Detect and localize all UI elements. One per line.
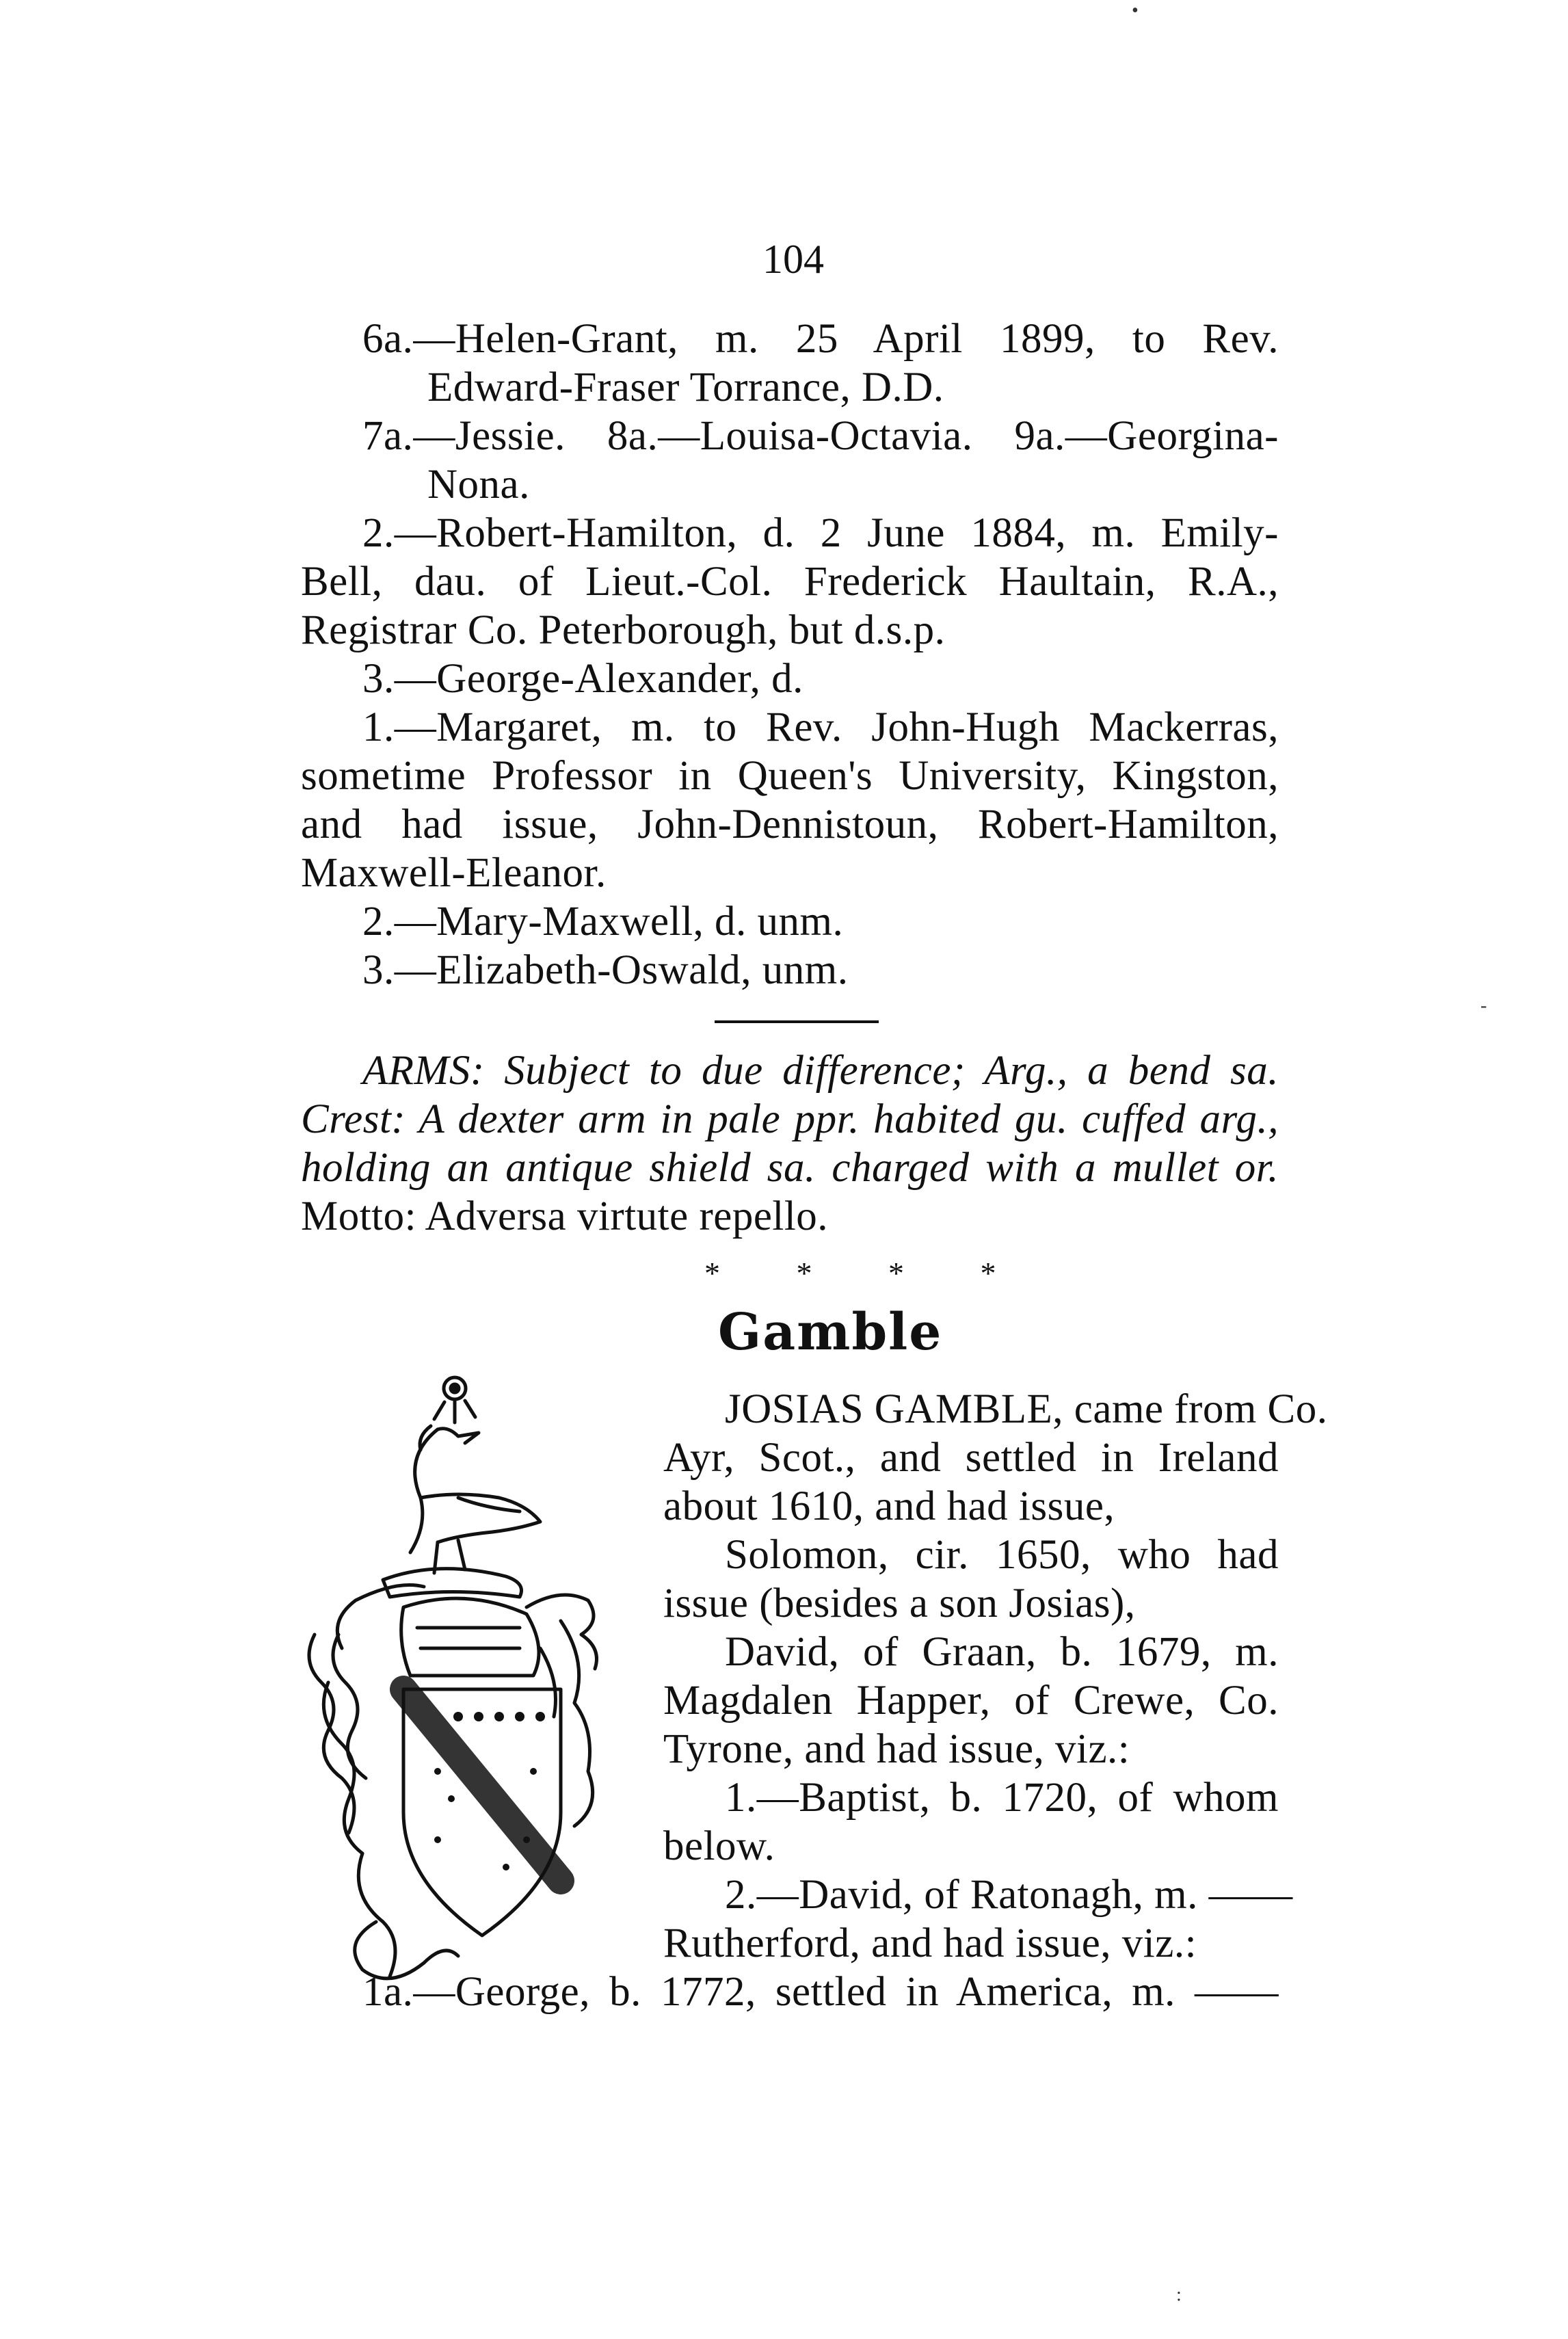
page-number: 104 bbox=[762, 237, 824, 282]
genealogy-line: Registrar Co. Peterborough, but d.s.p. bbox=[301, 607, 946, 653]
genealogy-line: Edward-Fraser Torrance, D.D. bbox=[427, 365, 944, 410]
genealogy-line: Maxwell-Eleanor. bbox=[301, 850, 607, 896]
gamble-line: Rutherford, and had issue, viz.: bbox=[663, 1920, 1197, 1966]
section-rule bbox=[715, 1020, 879, 1023]
gamble-line: JOSIAS GAMBLE, came from Co. bbox=[725, 1386, 1328, 1432]
genealogy-line: 3.—Elizabeth-Oswald, unm. bbox=[362, 947, 849, 993]
genealogy-line: and had issue, John-Dennistoun, Robert-Hamilton, bbox=[301, 802, 1279, 847]
genealogy-line: Bell, dau. of Lieut.-Col. Frederick Haultain, R.A., bbox=[301, 559, 1279, 605]
motto-line: Motto: Adversa virtute repello. bbox=[301, 1193, 829, 1239]
gamble-line: Ayr, Scot., and settled in Ireland bbox=[663, 1435, 1279, 1481]
gamble-line: Tyrone, and had issue, viz.: bbox=[663, 1726, 1130, 1772]
gamble-line: Solomon, cir. 1650, who had bbox=[725, 1532, 1279, 1578]
margin-speck: • bbox=[1132, 0, 1139, 21]
genealogy-line: 3.—George-Alexander, d. bbox=[362, 656, 803, 702]
crest-line-continued: holding an antique shield sa. charged with a mullet or. bbox=[301, 1145, 1279, 1191]
coat-of-arms-illustration bbox=[301, 1361, 656, 2011]
genealogy-line: 1.—Margaret, m. to Rev. John-Hugh Mackerras, bbox=[362, 704, 1279, 750]
gamble-line: 2.—David, of Ratonagh, m. —— bbox=[725, 1872, 1293, 1918]
asterism-separator: * * * * bbox=[704, 1256, 1031, 1291]
genealogy-line: sometime Professor in Queen's University, Kingston, bbox=[301, 753, 1279, 799]
genealogy-line: 6a.—Helen-Grant, m. 25 April 1899, to Rev. bbox=[362, 316, 1279, 362]
margin-speck: - bbox=[1480, 995, 1487, 1016]
gamble-line: about 1610, and had issue, bbox=[663, 1483, 1115, 1529]
gamble-line: below. bbox=[663, 1823, 775, 1869]
section-heading: Gamble bbox=[718, 1303, 943, 1362]
gamble-line: issue (besides a son Josias), bbox=[663, 1581, 1136, 1626]
gamble-line: David, of Graan, b. 1679, m. bbox=[725, 1629, 1279, 1675]
genealogy-line: 2.—Robert-Hamilton, d. 2 June 1884, m. Emily- bbox=[362, 510, 1279, 556]
gamble-line: 1.—Baptist, b. 1720, of whom bbox=[725, 1775, 1279, 1821]
crest-line: Crest: A dexter arm in pale ppr. habited gu. cuffed arg., bbox=[301, 1096, 1279, 1142]
gamble-line: Magdalen Happer, of Crewe, Co. bbox=[663, 1678, 1279, 1723]
genealogy-line: Nona. bbox=[427, 462, 530, 507]
genealogy-line: 7a.—Jessie. 8a.—Louisa-Octavia. 9a.—Georgina- bbox=[362, 413, 1279, 459]
margin-speck: : bbox=[1176, 2284, 1182, 2305]
genealogy-line: 2.—Mary-Maxwell, d. unm. bbox=[362, 899, 844, 944]
gamble-line-final: 1a.—George, b. 1772, settled in America, m. —— bbox=[362, 1969, 1279, 2015]
arms-line: ARMS: Subject to due difference; Arg., a bend sa. bbox=[362, 1048, 1279, 1094]
